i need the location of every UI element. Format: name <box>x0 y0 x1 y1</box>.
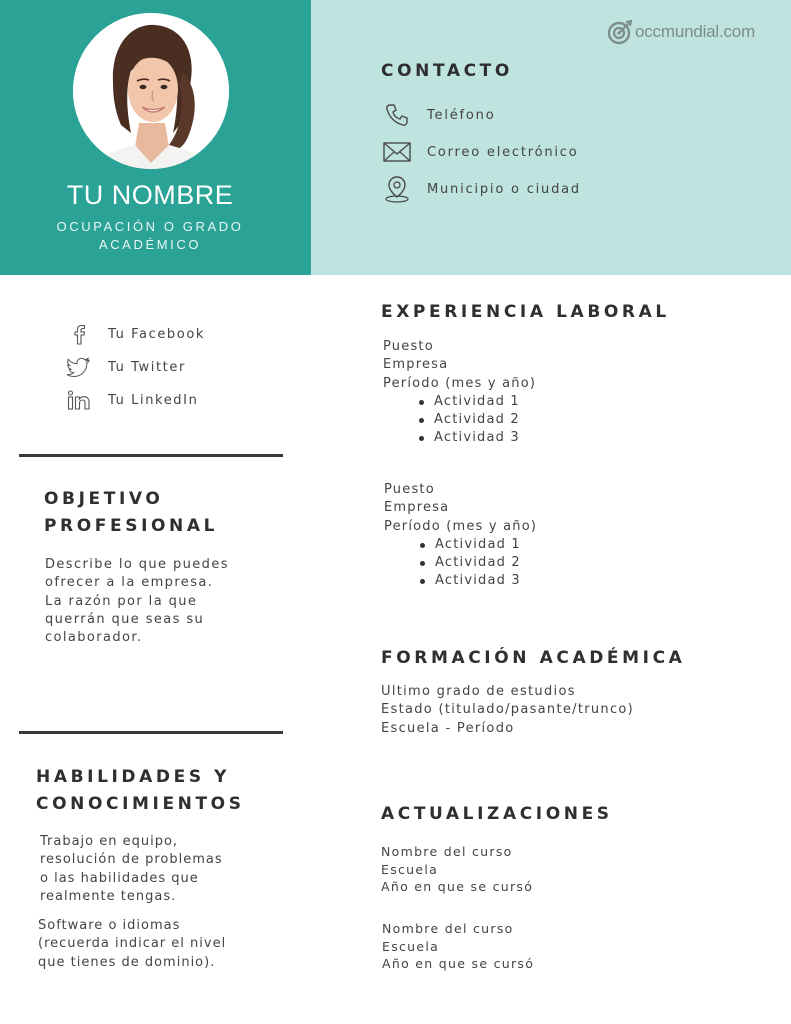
job-activities <box>417 393 536 448</box>
skills-title <box>36 764 245 818</box>
social-linkedin <box>66 388 198 412</box>
contact-email-label: Correo electrónico <box>427 144 579 160</box>
job-period: Período (mes y año) <box>384 518 538 534</box>
candidate-name: TU NOMBRE <box>66 180 234 210</box>
education-title: FORMACIÓN ACADÉMICA <box>381 648 686 668</box>
job-entry <box>384 481 537 591</box>
job-activities <box>418 536 537 591</box>
map-pin-icon <box>382 175 412 203</box>
contact-title: CONTACTO <box>381 61 513 81</box>
job-period: Período (mes y año) <box>383 375 537 391</box>
job-entry <box>383 338 536 448</box>
skills-text-2 <box>38 917 226 972</box>
target-logo-icon <box>607 19 633 45</box>
updates-title: ACTUALIZACIONES <box>381 804 613 824</box>
contact-phone <box>382 101 495 129</box>
course-year: Año en que se cursó <box>381 879 534 894</box>
skills-line: resolución de problemas <box>40 852 223 868</box>
skills-line: que tienes de dominio). <box>38 954 216 970</box>
course-name: Nombre del curso <box>381 844 513 859</box>
envelope-icon <box>382 138 412 166</box>
social-facebook <box>66 322 205 346</box>
job-activity: Actividad 3 <box>417 429 536 447</box>
course-year: Año en que se cursó <box>382 956 535 971</box>
objective-line: La razón por la que <box>45 593 198 609</box>
social-twitter-label: Tu Twitter <box>108 359 186 375</box>
course-school: Escuela <box>381 861 439 877</box>
skills-line: (recuerda indicar el nivel <box>38 936 227 952</box>
objective-text <box>45 556 229 647</box>
skills-title-line2: CONOCIMIENTOS <box>36 794 245 814</box>
job-activity: Actividad 1 <box>417 393 536 411</box>
job-activity: Actividad 1 <box>418 536 537 554</box>
contact-location <box>382 175 581 203</box>
education-line: Ultimo grado de estudios <box>381 684 576 699</box>
objective-line: colaborador. <box>45 630 143 646</box>
objective-title-line1: OBJETIVO <box>44 489 164 509</box>
skills-text-1 <box>40 833 223 906</box>
job-company: Empresa <box>384 500 450 516</box>
contact-email <box>382 138 579 166</box>
objective-line: querrán que seas su <box>45 611 205 627</box>
education-line: Estado (titulado/pasante/trunco) <box>381 702 635 718</box>
objective-line: Describe lo que puedes <box>45 557 229 572</box>
skills-title-line1: HABILIDADES Y <box>36 767 231 787</box>
course-school: Escuela <box>382 938 440 954</box>
phone-icon <box>382 101 412 129</box>
job-activity: Actividad 2 <box>418 554 537 572</box>
divider-rule <box>19 454 283 457</box>
job-position: Puesto <box>383 339 434 354</box>
course-name: Nombre del curso <box>382 921 514 936</box>
job-activity: Actividad 3 <box>418 572 537 590</box>
skills-line: Trabajo en equipo, <box>40 834 179 849</box>
occmundial-logo <box>607 19 755 45</box>
education-line: Escuela - Período <box>381 720 515 736</box>
job-company: Empresa <box>383 357 449 373</box>
social-twitter <box>66 355 186 379</box>
course-entry <box>381 843 533 896</box>
candidate-occupation: OCUPACIÓN O GRADO ACADÉMICO <box>56 219 244 252</box>
education-details <box>381 683 634 738</box>
skills-line: realmente tengas. <box>40 888 177 904</box>
twitter-icon <box>66 355 92 379</box>
skills-line: Software o idiomas <box>38 918 181 933</box>
job-position: Puesto <box>384 482 435 497</box>
linkedin-icon <box>66 388 92 412</box>
skills-line: o las habilidades que <box>40 870 199 886</box>
contact-phone-label: Teléfono <box>427 107 496 123</box>
profile-photo <box>73 13 229 169</box>
objective-title-line2: PROFESIONAL <box>44 516 219 536</box>
course-entry <box>382 920 534 973</box>
objective-title <box>44 486 218 540</box>
contact-location-label: Municipio o ciudad <box>427 181 581 197</box>
logo-text: occmundial.com <box>635 22 756 41</box>
facebook-icon <box>66 322 92 346</box>
divider-rule <box>19 731 283 734</box>
objective-line: ofrecer a la empresa. <box>45 575 214 591</box>
experience-title: EXPERIENCIA LABORAL <box>381 302 670 322</box>
social-facebook-label: Tu Facebook <box>108 326 206 342</box>
job-activity: Actividad 2 <box>417 411 536 429</box>
social-linkedin-label: Tu LinkedIn <box>108 392 199 408</box>
